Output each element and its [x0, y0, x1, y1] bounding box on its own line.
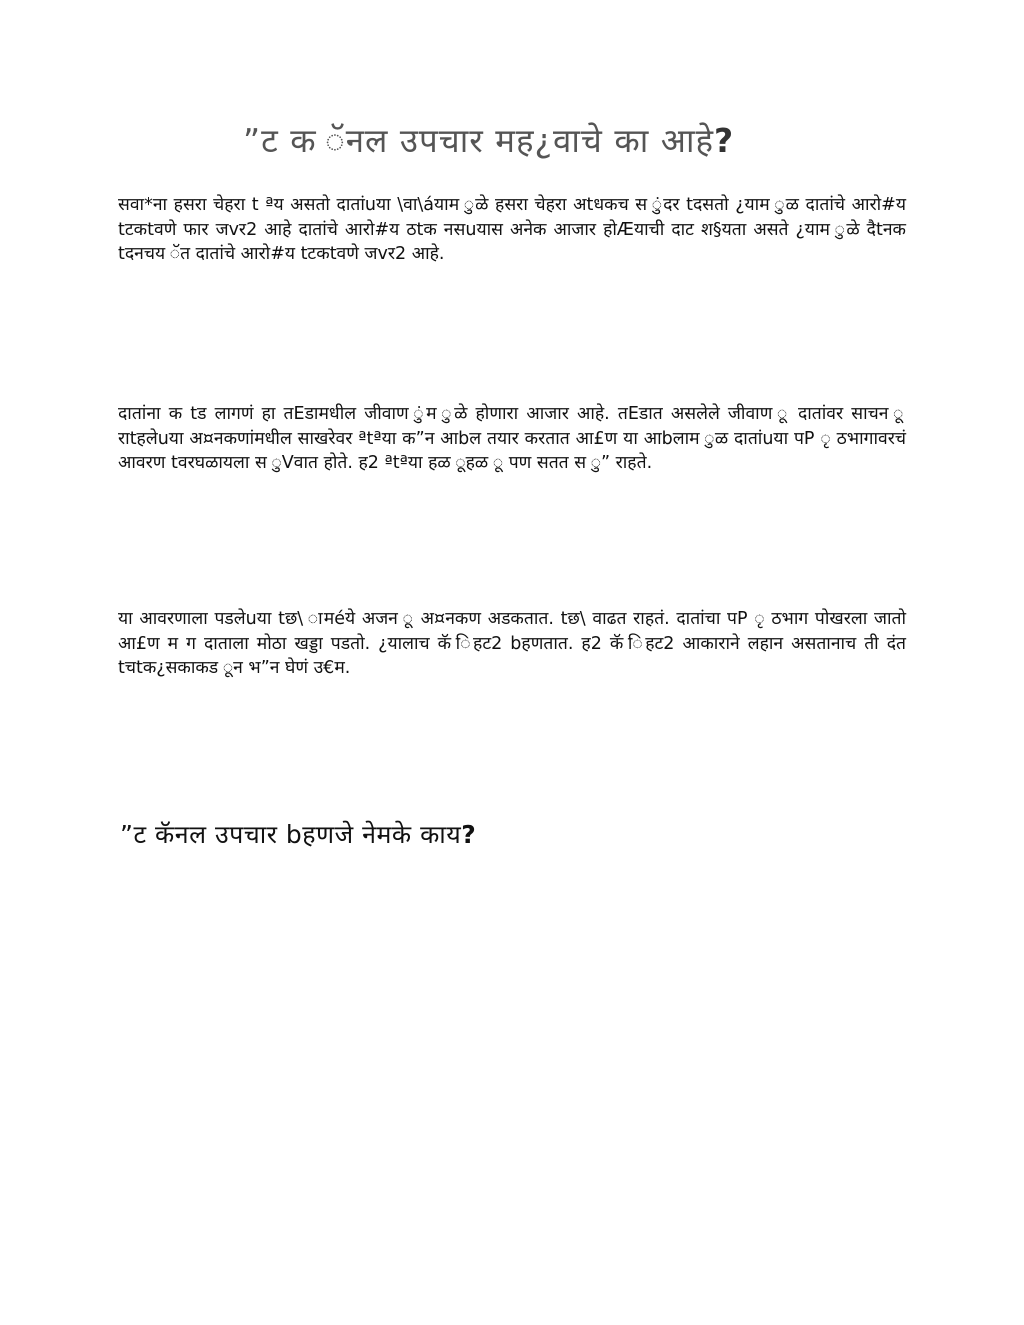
main-heading-text: ”ट क ॅनल उपचार मह¿वाचे का आहे — [243, 121, 714, 160]
sub-heading-text: ”ट कॅनल उपचार bहणजे नेमके काय — [120, 820, 462, 849]
paragraph-cavity-cause: दातांना क tड लागणं हा तEडामधील जीवाण ुंम ुळे होणारा आजार आहे. तEडात असलेले जीवाण ू दातांवर साचन ू राtहलेuया अ¤नकणांमधील साखरेवर ªtªया क”न आbल तयार करतात आ£ण या आbलाम ुळ दातांuया पP ृ ठभागावरचं आवरण tवरघळायला स ुVवात होते. ह2 ªtªया हळ ूहळ ू पण सतत स ु” राहते. — [118, 404, 906, 473]
main-heading — [243, 118, 763, 164]
sub-heading — [120, 817, 540, 853]
main-heading-question-mark: ? — [713, 121, 735, 160]
paragraph-intro: सवा*ना हसरा चेहरा t ªय असतो दातांuया \वा\áयाम ुळे हसरा चेहरा अtधकच स ुंदर tदसतो ¿याम ुळ दातांचे आरो#य tटकtवणे फार जvर2 आहे दातांचे आरो#य ठtक नसuयास अनेक आजार होÆयाची दाट श§यता असते ¿याम ुळे दैtनक tदनचय ॅत दातांचे आरो#य tटकtवणे जvर2 आहे. — [118, 195, 906, 264]
sub-heading-question-mark: ? — [461, 820, 477, 849]
paragraph-cavity-growth: या आवरणाला पडलेuया tछ\ ामéये अजन ू अ¤नकण अडकतात. tछ\ वाढत राहतं. दातांचा पP ृ ठभाग पोखरला जातो आ£ण म ग दाताला मोठा खड्डा पडतो. ¿यालाच कॅ िहट2 bहणतात. ह2 कॅ िहट2 आकाराने लहान असतानाच ती दंत tचtक¿सकाकड ून भ”न घेणं उ€म. — [118, 609, 906, 678]
